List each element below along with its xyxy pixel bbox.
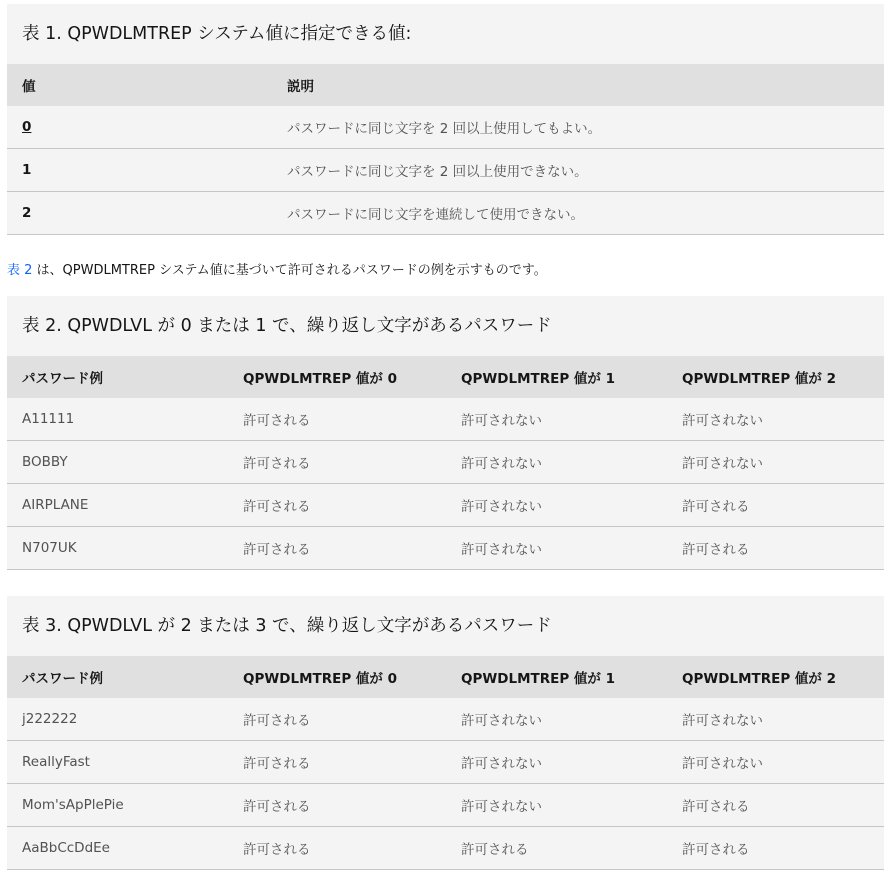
table-row xyxy=(7,149,884,192)
result-cell: 許可されない xyxy=(461,456,542,472)
header-qpwdlmtrep-0: QPWDLMTREP 値が 0 xyxy=(243,371,398,387)
table-header-row xyxy=(7,356,884,398)
result-cell: 許可されない xyxy=(682,756,763,772)
result-cell: 許可される xyxy=(243,499,311,515)
table-row xyxy=(7,398,884,441)
description-cell: パスワードに同じ文字を 2 回以上使用できない。 xyxy=(287,164,588,180)
table-row xyxy=(7,827,884,870)
result-cell: 許可される xyxy=(243,413,311,429)
value-cell: 2 xyxy=(22,205,32,221)
table-header-row xyxy=(7,64,884,106)
password-cell: A11111 xyxy=(22,411,75,427)
result-cell: 許可されない xyxy=(461,713,542,729)
result-cell: 許可される xyxy=(243,456,311,472)
table-2-link[interactable]: 表 2 xyxy=(7,263,33,278)
table-row xyxy=(7,441,884,484)
result-cell: 許可される xyxy=(682,842,750,858)
table-header-row xyxy=(7,656,884,698)
header-qpwdlmtrep-1: QPWDLMTREP 値が 1 xyxy=(461,371,616,387)
value-cell[interactable]: 0 xyxy=(22,119,32,135)
result-cell: 許可される xyxy=(243,713,311,729)
password-cell: Mom'sApPlePie xyxy=(22,797,124,813)
header-qpwdlmtrep-2: QPWDLMTREP 値が 2 xyxy=(682,671,837,687)
result-cell: 許可される xyxy=(243,756,311,772)
password-cell: AIRPLANE xyxy=(22,497,89,513)
intro-paragraph xyxy=(7,259,547,278)
header-value: 値 xyxy=(22,79,36,95)
password-cell: ReallyFast xyxy=(22,754,90,770)
table-2 xyxy=(7,296,884,570)
result-cell: 許可される xyxy=(682,542,750,558)
table-row xyxy=(7,106,884,149)
table-row xyxy=(7,741,884,784)
header-qpwdlmtrep-1: QPWDLMTREP 値が 1 xyxy=(461,671,616,687)
paragraph-text: は、QPWDLMTREP システム値に基づいて許可されるパスワードの例を示すものです。 xyxy=(32,263,547,278)
description-cell: パスワードに同じ文字を連続して使用できない。 xyxy=(287,207,584,223)
result-cell: 許可されない xyxy=(682,413,763,429)
password-cell: N707UK xyxy=(22,540,77,556)
value-cell: 1 xyxy=(22,162,32,178)
table-row xyxy=(7,192,884,235)
password-cell: AaBbCcDdEe xyxy=(22,840,110,856)
result-cell: 許可される xyxy=(682,799,750,815)
password-cell: j222222 xyxy=(22,711,78,727)
table-row xyxy=(7,527,884,570)
result-cell: 許可されない xyxy=(461,756,542,772)
result-cell: 許可されない xyxy=(682,713,763,729)
result-cell: 許可されない xyxy=(461,413,542,429)
password-cell: BOBBY xyxy=(22,454,68,470)
result-cell: 許可されない xyxy=(461,499,542,515)
result-cell: 許可される xyxy=(243,842,311,858)
header-password-example: パスワード例 xyxy=(22,371,103,387)
description-cell: パスワードに同じ文字を 2 回以上使用してもよい。 xyxy=(287,121,602,137)
result-cell: 許可されない xyxy=(682,456,763,472)
result-cell: 許可されない xyxy=(461,799,542,815)
table-1-caption: 表 1. QPWDLMTREP システム値に指定できる値: xyxy=(7,4,884,64)
table-row xyxy=(7,784,884,827)
table-3-caption: 表 3. QPWDLVL が 2 または 3 で、繰り返し文字があるパスワード xyxy=(7,596,884,656)
result-cell: 許可される xyxy=(682,499,750,515)
table-3 xyxy=(7,596,884,870)
table-1 xyxy=(7,4,884,235)
table-row xyxy=(7,484,884,527)
result-cell: 許可されない xyxy=(461,542,542,558)
header-description: 説明 xyxy=(287,79,314,95)
table-2-caption: 表 2. QPWDLVL が 0 または 1 で、繰り返し文字があるパスワード xyxy=(7,296,884,356)
table-row xyxy=(7,698,884,741)
result-cell: 許可される xyxy=(461,842,529,858)
header-qpwdlmtrep-2: QPWDLMTREP 値が 2 xyxy=(682,371,837,387)
header-password-example: パスワード例 xyxy=(22,671,103,687)
result-cell: 許可される xyxy=(243,799,311,815)
result-cell: 許可される xyxy=(243,542,311,558)
header-qpwdlmtrep-0: QPWDLMTREP 値が 0 xyxy=(243,671,398,687)
